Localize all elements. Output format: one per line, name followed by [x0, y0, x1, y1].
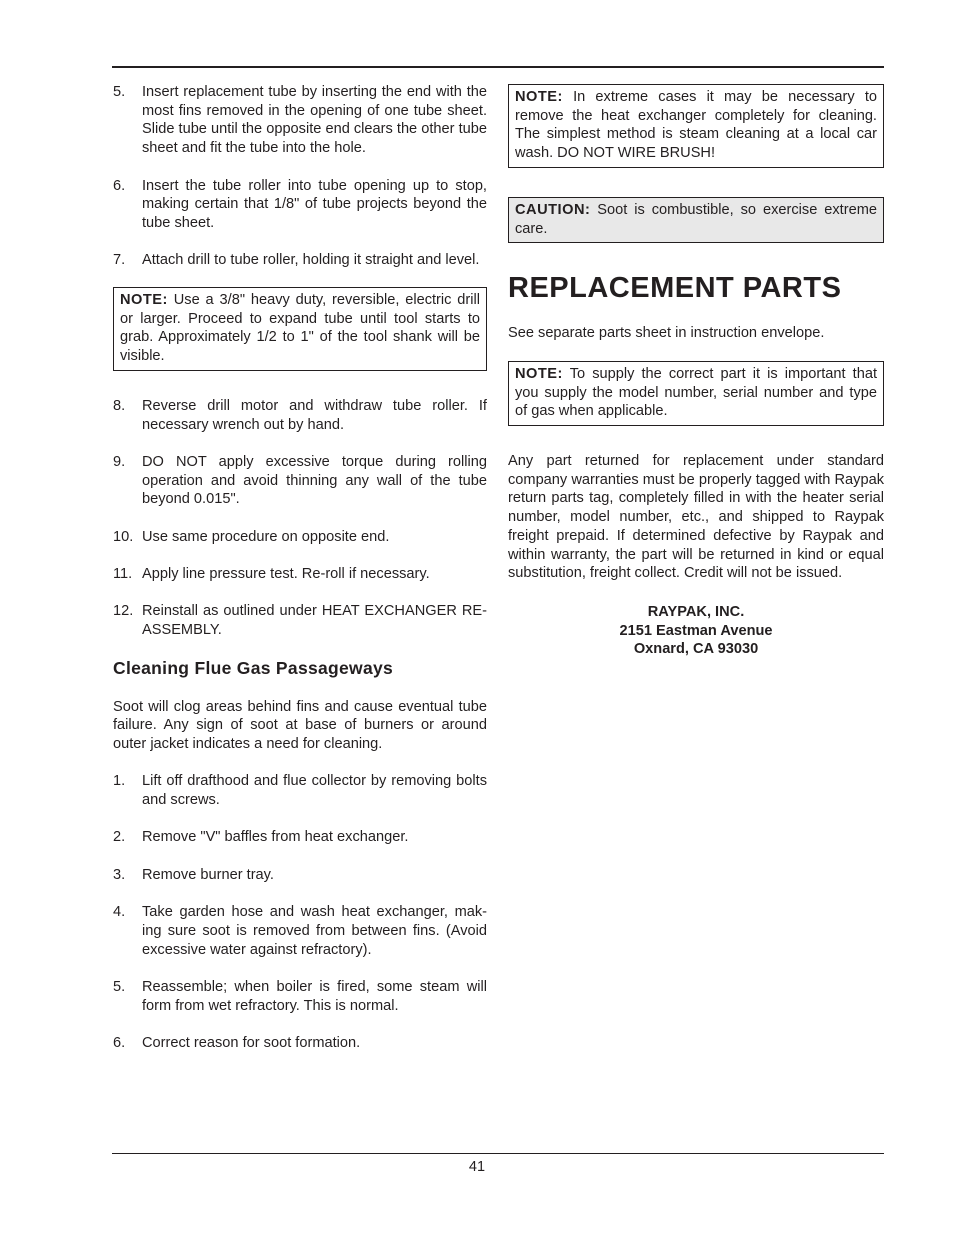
step-number: 3.: [113, 866, 126, 883]
step-text: Correct reason for soot formation.: [142, 1035, 361, 1052]
step-number: 11.: [113, 566, 133, 583]
tube-rolling-steps: [113, 397, 487, 640]
note-text: Use a 3/8" heavy duty, reversible, electric drill or larger. Proceed to expand tube until tool starts to grab. Approximately 1/2 to 1" of the tool shank will be visible.: [120, 292, 480, 365]
list-item: [113, 828, 487, 847]
footer-rule: [112, 1153, 884, 1154]
step-text: Reverse drill motor and withdraw tube roller. If necessary wrench out by hand.: [142, 397, 487, 433]
cleaning-intro: Soot will clog areas behind fins and cause eventual tube failure. Any sign of soot at base of burners or around outer jacket indicates a need for cleaning.: [113, 698, 487, 752]
step-text: DO NOT apply excessive torque during rolling operation and avoid thinning any wall of the tube beyond 0.015".: [142, 453, 487, 508]
list-item: [113, 453, 487, 509]
step-number: 5.: [113, 979, 126, 996]
note-label: NOTE:: [515, 89, 563, 105]
step-number: 7.: [113, 252, 126, 269]
list-item: [113, 772, 487, 809]
list-item: [113, 602, 487, 639]
company-street: 2151 Eastman Avenue: [619, 622, 773, 639]
note-label: NOTE:: [120, 292, 168, 308]
step-text: Insert the tube roller into tube opening up to stop, making certain that 1/8" of tube projects beyond the tube sheet.: [142, 177, 487, 231]
header-rule: [112, 66, 884, 68]
list-item: [113, 528, 487, 547]
left-column: [113, 83, 487, 1053]
step-number: 1.: [113, 773, 126, 790]
step-text: Reinstall as outlined under HEAT EXCHANGER RE-ASSEMBLY.: [142, 603, 487, 639]
list-item: [113, 903, 487, 959]
replacement-parts-heading: REPLACEMENT PARTS: [508, 272, 842, 305]
note-text: To supply the correct part it is important that you supply the model number, serial number and type of gas when applicable.: [515, 365, 877, 420]
replacement-note-box: [508, 361, 884, 426]
note-label: NOTE:: [515, 365, 563, 382]
step-text: Use same procedure on opposite end.: [142, 528, 390, 545]
step-text: Reassemble; when boiler is fired, some steam will form from wet refractory. This is normal.: [142, 979, 487, 1014]
step-text: Insert replacement tube by inserting the end with the most fins removed in the opening of one tube sheet. Slide tube until the opposite end clears the other tube sheet and fit the tube into the hole.: [142, 84, 487, 157]
step-text: Apply line pressure test. Re-roll if necessary.: [142, 566, 430, 583]
page-number: 41: [468, 1159, 486, 1175]
replacement-intro: See separate parts sheet in instruction envelope.: [508, 325, 825, 342]
cleaning-steps: [113, 772, 487, 1052]
extreme-cases-note-box: [508, 84, 884, 168]
caution-box: [508, 197, 884, 243]
step-text: Lift off drafthood and flue collector by removing bolts and screws.: [142, 773, 487, 809]
step-text: Remove burner tray.: [142, 866, 274, 883]
list-item: [113, 83, 487, 158]
replacement-body: Any part returned for replacement under standard company warranties must be properly tagged with Raypak return parts tag, completely filled in with the heater serial number, model number, etc., and shipped to Raypak freight prepaid. If determined defective by Raypak and within warranty, the part will be returned in kind or equal substitution, freight collect. Credit will not be issued.: [508, 453, 884, 582]
step-text: Remove "V" baffles from heat exchanger.: [142, 829, 409, 846]
step-text: Take garden hose and wash heat exchanger, mak-ing sure soot is removed from between fins. (Avoid excessive water against refractory).: [142, 904, 487, 958]
step-number: 10.: [113, 528, 134, 545]
list-item: [113, 397, 487, 434]
list-item: [113, 1034, 487, 1053]
caution-label: CAUTION:: [515, 201, 591, 218]
list-item: [113, 978, 487, 1015]
list-item: [113, 177, 487, 233]
note-text: In extreme cases it may be necessary to remove the heat exchanger completely for cleaning. The simplest method is steam cleaning at a local car wash. DO NOT WIRE BRUSH!: [515, 89, 877, 162]
step-number: 12.: [113, 603, 134, 620]
cleaning-heading: Cleaning Flue Gas Passageways: [113, 657, 394, 678]
company-name: RAYPAK, INC.: [647, 603, 745, 620]
step-number: 9.: [113, 453, 126, 470]
caution-text: Soot is combustible, so exercise extreme care.: [515, 201, 877, 237]
drill-note-box: [113, 287, 487, 371]
company-address: [508, 603, 884, 659]
right-column: [508, 83, 884, 659]
list-item: [113, 565, 487, 584]
list-item: [113, 251, 487, 270]
list-item: [113, 866, 487, 885]
step-number: 2.: [113, 829, 126, 846]
step-number: 5.: [113, 84, 126, 100]
step-number: 6.: [113, 1035, 126, 1052]
step-text: Attach drill to tube roller, holding it straight and level.: [142, 252, 480, 269]
step-number: 8.: [113, 397, 126, 414]
tube-replacement-steps: [113, 83, 487, 270]
step-number: 6.: [113, 177, 126, 194]
company-city: Oxnard, CA 93030: [633, 641, 759, 658]
step-number: 4.: [113, 904, 126, 921]
